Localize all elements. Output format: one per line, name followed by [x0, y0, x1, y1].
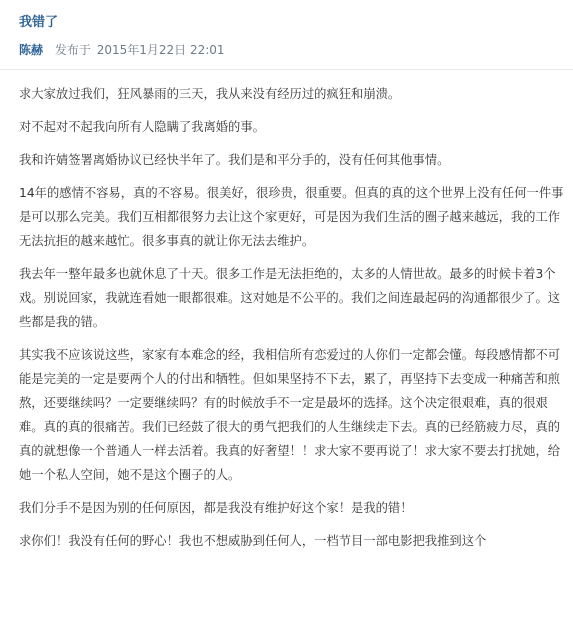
article-paragraph-7: 我们分手不是因为别的任何原因，都是我没有维护好这个家！是我的错！: [19, 501, 413, 515]
author-name[interactable]: 陈赫: [19, 43, 44, 57]
article-paragraph-5: 我去年一整年最多也就休息了十天。很多工作是无法拒绝的，太多的人情世故。最多的时候卡着3个戏。别说回家，我就连看她一眼都很难。这对她是不公平的。我们之间连最起码的沟通都很少了。这些都是我的错。: [19, 267, 561, 329]
article-paragraph-1: 求大家放过我们，狂风暴雨的三天，我从来没有经历过的疯狂和崩溃。: [19, 87, 401, 101]
article-title: 我错了: [19, 15, 59, 30]
article-paragraph-2: 对不起对不起我向所有人隐瞒了我离婚的事。: [19, 120, 265, 134]
article-paragraph-6: 其实我不应该说这些，家家有本难念的经，我相信所有恋爱过的人你们一定都会懂。每段感情都不可能是完美的一定是要两个人的付出和牺牲。但如果坚持不下去，累了，再坚持下去变成一种痛苦和煎熬，还要继续吗？一定要继续吗？有的时候放手不一定是最坏的选择。这个决定很艰难，真的很艰难。真的真的很痛苦。我们已经鼓了很大的勇气把我们的人生继续走下去。真的已经筋疲力尽，真的真的就想像一个普通人一样去活着。我真的好奢望！！求大家不要再说了！求大家不要去打扰她，给她一个私人空间，她不是这个圈子的人。: [19, 348, 561, 482]
article-meta: [19, 41, 565, 59]
published-label: 发布于: [54, 43, 91, 57]
header-divider: [0, 69, 573, 70]
article-paragraph-4: 14年的感情不容易，真的不容易。很美好，很珍贵，很重要。但真的真的这个世界上没有任何一件事是可以那么完美。我们互相都很努力去让这个家更好，可是因为我们生活的圈子越来越远，我的工作无法抗拒的越来越忙。很多事真的就让你无法去维护。: [19, 186, 564, 248]
article-paragraph-8: 求你们！我没有任何的野心！我也不想威胁到任何人，一档节目一部电影把我推到这个: [19, 534, 487, 548]
published-time: 2015年1月22日 22:01: [96, 43, 225, 57]
article-paragraph-3: 我和许婧签署离婚协议已经快半年了。我们是和平分手的，没有任何其他事情。: [19, 153, 450, 167]
